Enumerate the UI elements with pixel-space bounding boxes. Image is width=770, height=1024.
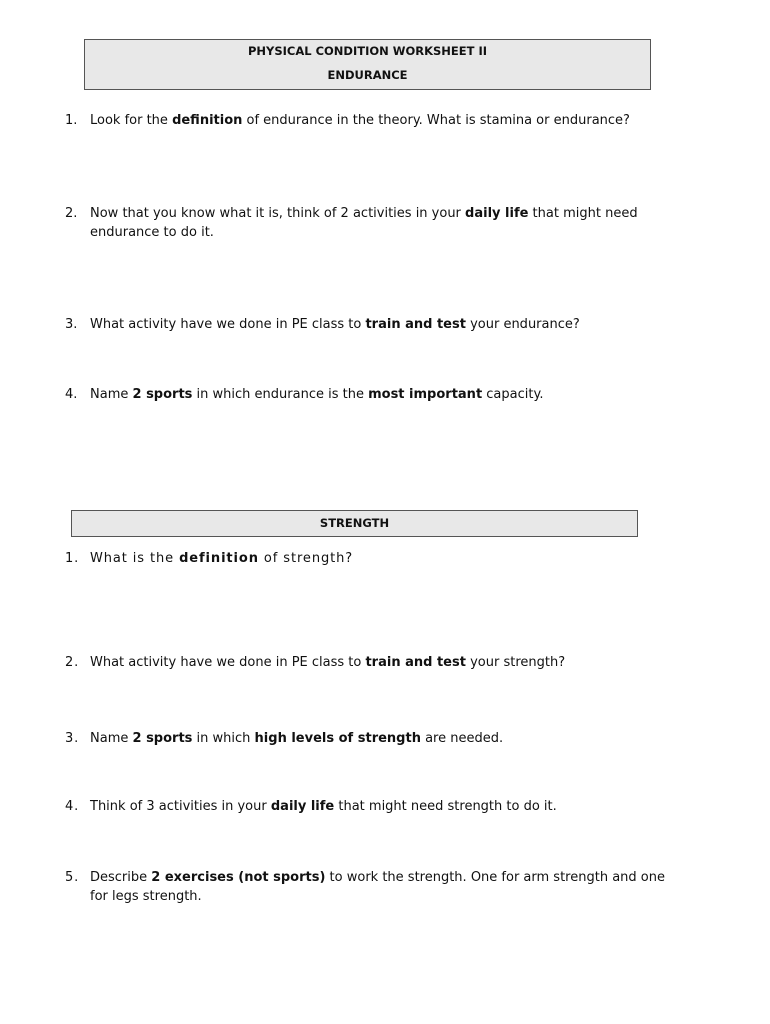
strength-question-1	[65, 549, 675, 568]
endurance-question-2	[65, 204, 665, 242]
question-text: Now that you know what it is, think of 2 activities in your daily life that might need endurance to do it.	[90, 206, 638, 240]
question-text: What activity have we done in PE class to train and test your endurance?	[90, 317, 580, 332]
question-text: Look for the definition of endurance in the theory. What is stamina or endurance?	[90, 113, 630, 128]
question-number: 2.	[65, 206, 78, 221]
question-number: 3.	[65, 317, 78, 332]
worksheet-title: PHYSICAL CONDITION WORKSHEET II	[247, 44, 488, 58]
question-text: Describe 2 exercises (not sports) to work the strength. One for arm strength and one for legs strength.	[90, 870, 665, 904]
question-text: What activity have we done in PE class to train and test your strength?	[90, 655, 566, 670]
strength-question-4	[65, 797, 675, 816]
question-number: 4.	[65, 387, 78, 402]
question-text: Name 2 sports in which high levels of strength are needed.	[90, 731, 504, 746]
question-text: Name 2 sports in which endurance is the most important capacity.	[90, 387, 544, 402]
endurance-question-3	[65, 315, 675, 334]
question-text: What is the definition of strength?	[90, 551, 354, 566]
question-number: 2.	[65, 655, 80, 670]
question-text: Think of 3 activities in your daily life that might need strength to do it.	[90, 799, 557, 814]
section-title-strength: STRENGTH	[319, 516, 390, 530]
question-number: 1.	[65, 113, 78, 128]
strength-question-5	[65, 868, 685, 906]
question-number: 5.	[65, 870, 80, 885]
question-number: 4.	[65, 799, 80, 814]
strength-section-header	[71, 510, 638, 537]
endurance-question-1	[65, 111, 675, 130]
question-number: 1.	[65, 551, 80, 566]
endurance-question-4	[65, 385, 675, 404]
question-number: 3.	[65, 731, 80, 746]
strength-question-2	[65, 653, 675, 672]
worksheet-header	[84, 39, 651, 90]
section-title-endurance: ENDURANCE	[327, 68, 408, 82]
strength-question-3	[65, 729, 675, 748]
